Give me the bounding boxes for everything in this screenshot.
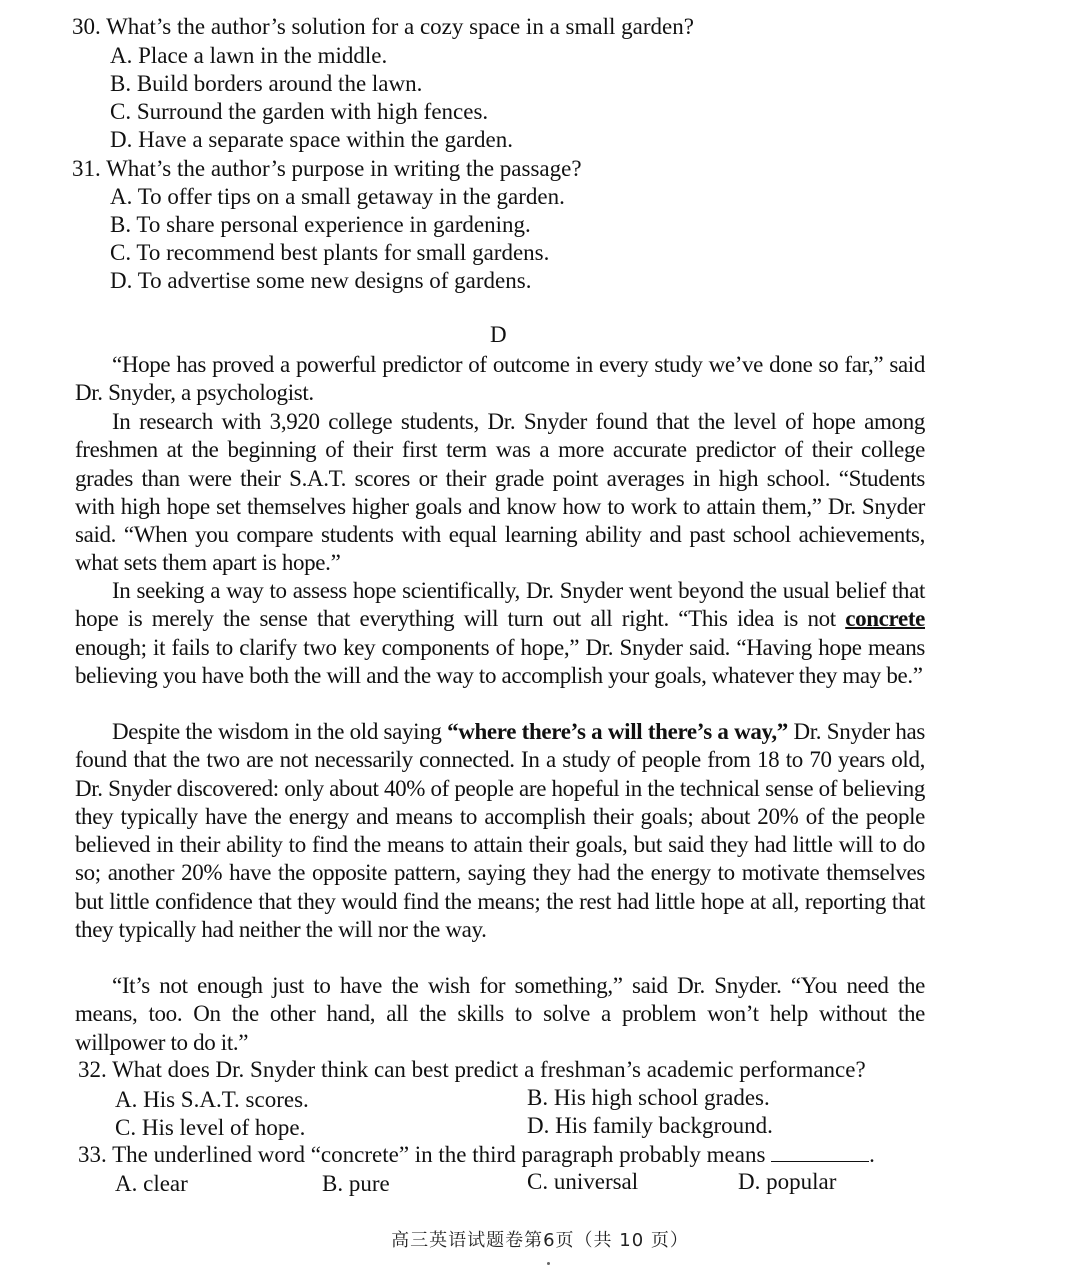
paragraph-text: Despite the wisdom in the old saying <box>112 719 448 744</box>
question-stem: The underlined word “concrete” in the third paragraph probably means <box>112 1142 766 1167</box>
question-number: 30. <box>72 14 101 39</box>
question-stem: What’s the author’s purpose in writing the passage? <box>106 156 582 181</box>
question-stem: What does Dr. Snyder think can best predict a freshman’s academic performance? <box>112 1057 866 1082</box>
section-heading: D <box>490 322 507 347</box>
question-number: 33. <box>78 1142 107 1167</box>
passage-paragraph-2: In research with 3,920 college students, Dr. Snyder found that the level of hope among freshmen at the beginning of their first term was a more accurate predictor of their college grades than were their S.A.T. scores or their grade point averages in high school. “Students with high hope set themselves higher goals and know how to work to attain them,” Dr. Snyder said. “When you compare students with equal learning ability and past school achievements, what sets them apart is hope.” <box>75 409 925 576</box>
option-30-c[interactable]: C. Surround the garden with high fences. <box>110 99 489 124</box>
option-33-b[interactable]: B. pure <box>322 1171 390 1196</box>
question-number: 32. <box>78 1057 107 1082</box>
option-30-a[interactable]: A. Place a lawn in the middle. <box>110 43 388 68</box>
passage-paragraph-4 <box>75 718 925 944</box>
option-32-d[interactable]: D. His family background. <box>527 1113 773 1138</box>
passage-paragraph-1: “Hope has proved a powerful predictor of outcome in every study we’ve done so far,” said Dr. Snyder, a psychologist. <box>75 352 925 406</box>
underlined-word: concrete <box>845 606 925 632</box>
passage-paragraph-5: “It’s not enough just to have the wish for something,” said Dr. Snyder. “You need the means, too. On the other hand, all the skills to solve a problem won’t help without the willpower to do it.” <box>75 973 925 1055</box>
scan-speck <box>547 1262 550 1265</box>
passage-paragraph-3 <box>75 577 925 690</box>
bold-saying: “where there’s a will there’s a way,” <box>447 719 788 744</box>
question-32 <box>78 1056 866 1084</box>
question-30 <box>72 13 694 41</box>
option-31-b[interactable]: B. To share personal experience in gardening. <box>110 212 531 237</box>
option-33-c[interactable]: C. universal <box>527 1169 639 1194</box>
question-33 <box>78 1141 875 1169</box>
option-33-a[interactable]: A. clear <box>115 1171 188 1196</box>
question-number: 31. <box>72 156 101 181</box>
option-31-c[interactable]: C. To recommend best plants for small gardens. <box>110 240 550 265</box>
question-stem: What’s the author’s solution for a cozy space in a small garden? <box>106 14 694 39</box>
option-30-d[interactable]: D. Have a separate space within the garden. <box>110 127 513 152</box>
page-footer: 高三英语试题卷第6页（共 10 页） <box>391 1230 689 1251</box>
option-31-a[interactable]: A. To offer tips on a small getaway in the garden. <box>110 184 565 209</box>
option-32-c[interactable]: C. His level of hope. <box>115 1115 306 1140</box>
option-33-d[interactable]: D. popular <box>738 1169 837 1194</box>
question-31 <box>72 155 582 183</box>
stem-period: . <box>869 1142 875 1167</box>
answer-blank[interactable] <box>771 1143 869 1162</box>
paragraph-text: enough; it fails to clarify two key components of hope,” Dr. Snyder said. “Having hope means believing you have both the will and the way to accomplish your goals, whatever they may be.” <box>75 634 925 688</box>
option-30-b[interactable]: B. Build borders around the lawn. <box>110 71 423 96</box>
paragraph-text: Dr. Snyder has found that the two are not necessarily connected. In a study of people from 18 to 70 years old, Dr. Snyder discovered: only about 40% of people are hopeful in the technical sense of believing they typically have the energy and means to accomplish their goals; about 20% of the people believed in their ability to find the means to attain their goals, but said they had little will to do so; another 20% have the opposite pattern, saying they had the energy to motivate themselves but little confidence that they would find the means; the rest had little hope at all, reporting that they typically had neither the will nor the way. <box>75 719 925 943</box>
option-32-b[interactable]: B. His high school grades. <box>527 1085 770 1110</box>
option-31-d[interactable]: D. To advertise some new designs of gardens. <box>110 268 532 293</box>
paragraph-text: In seeking a way to assess hope scientifically, Dr. Snyder went beyond the usual belief that hope is merely the sense that everything will turn out all right. “This idea is not <box>75 578 925 632</box>
option-32-a[interactable]: A. His S.A.T. scores. <box>115 1087 309 1112</box>
